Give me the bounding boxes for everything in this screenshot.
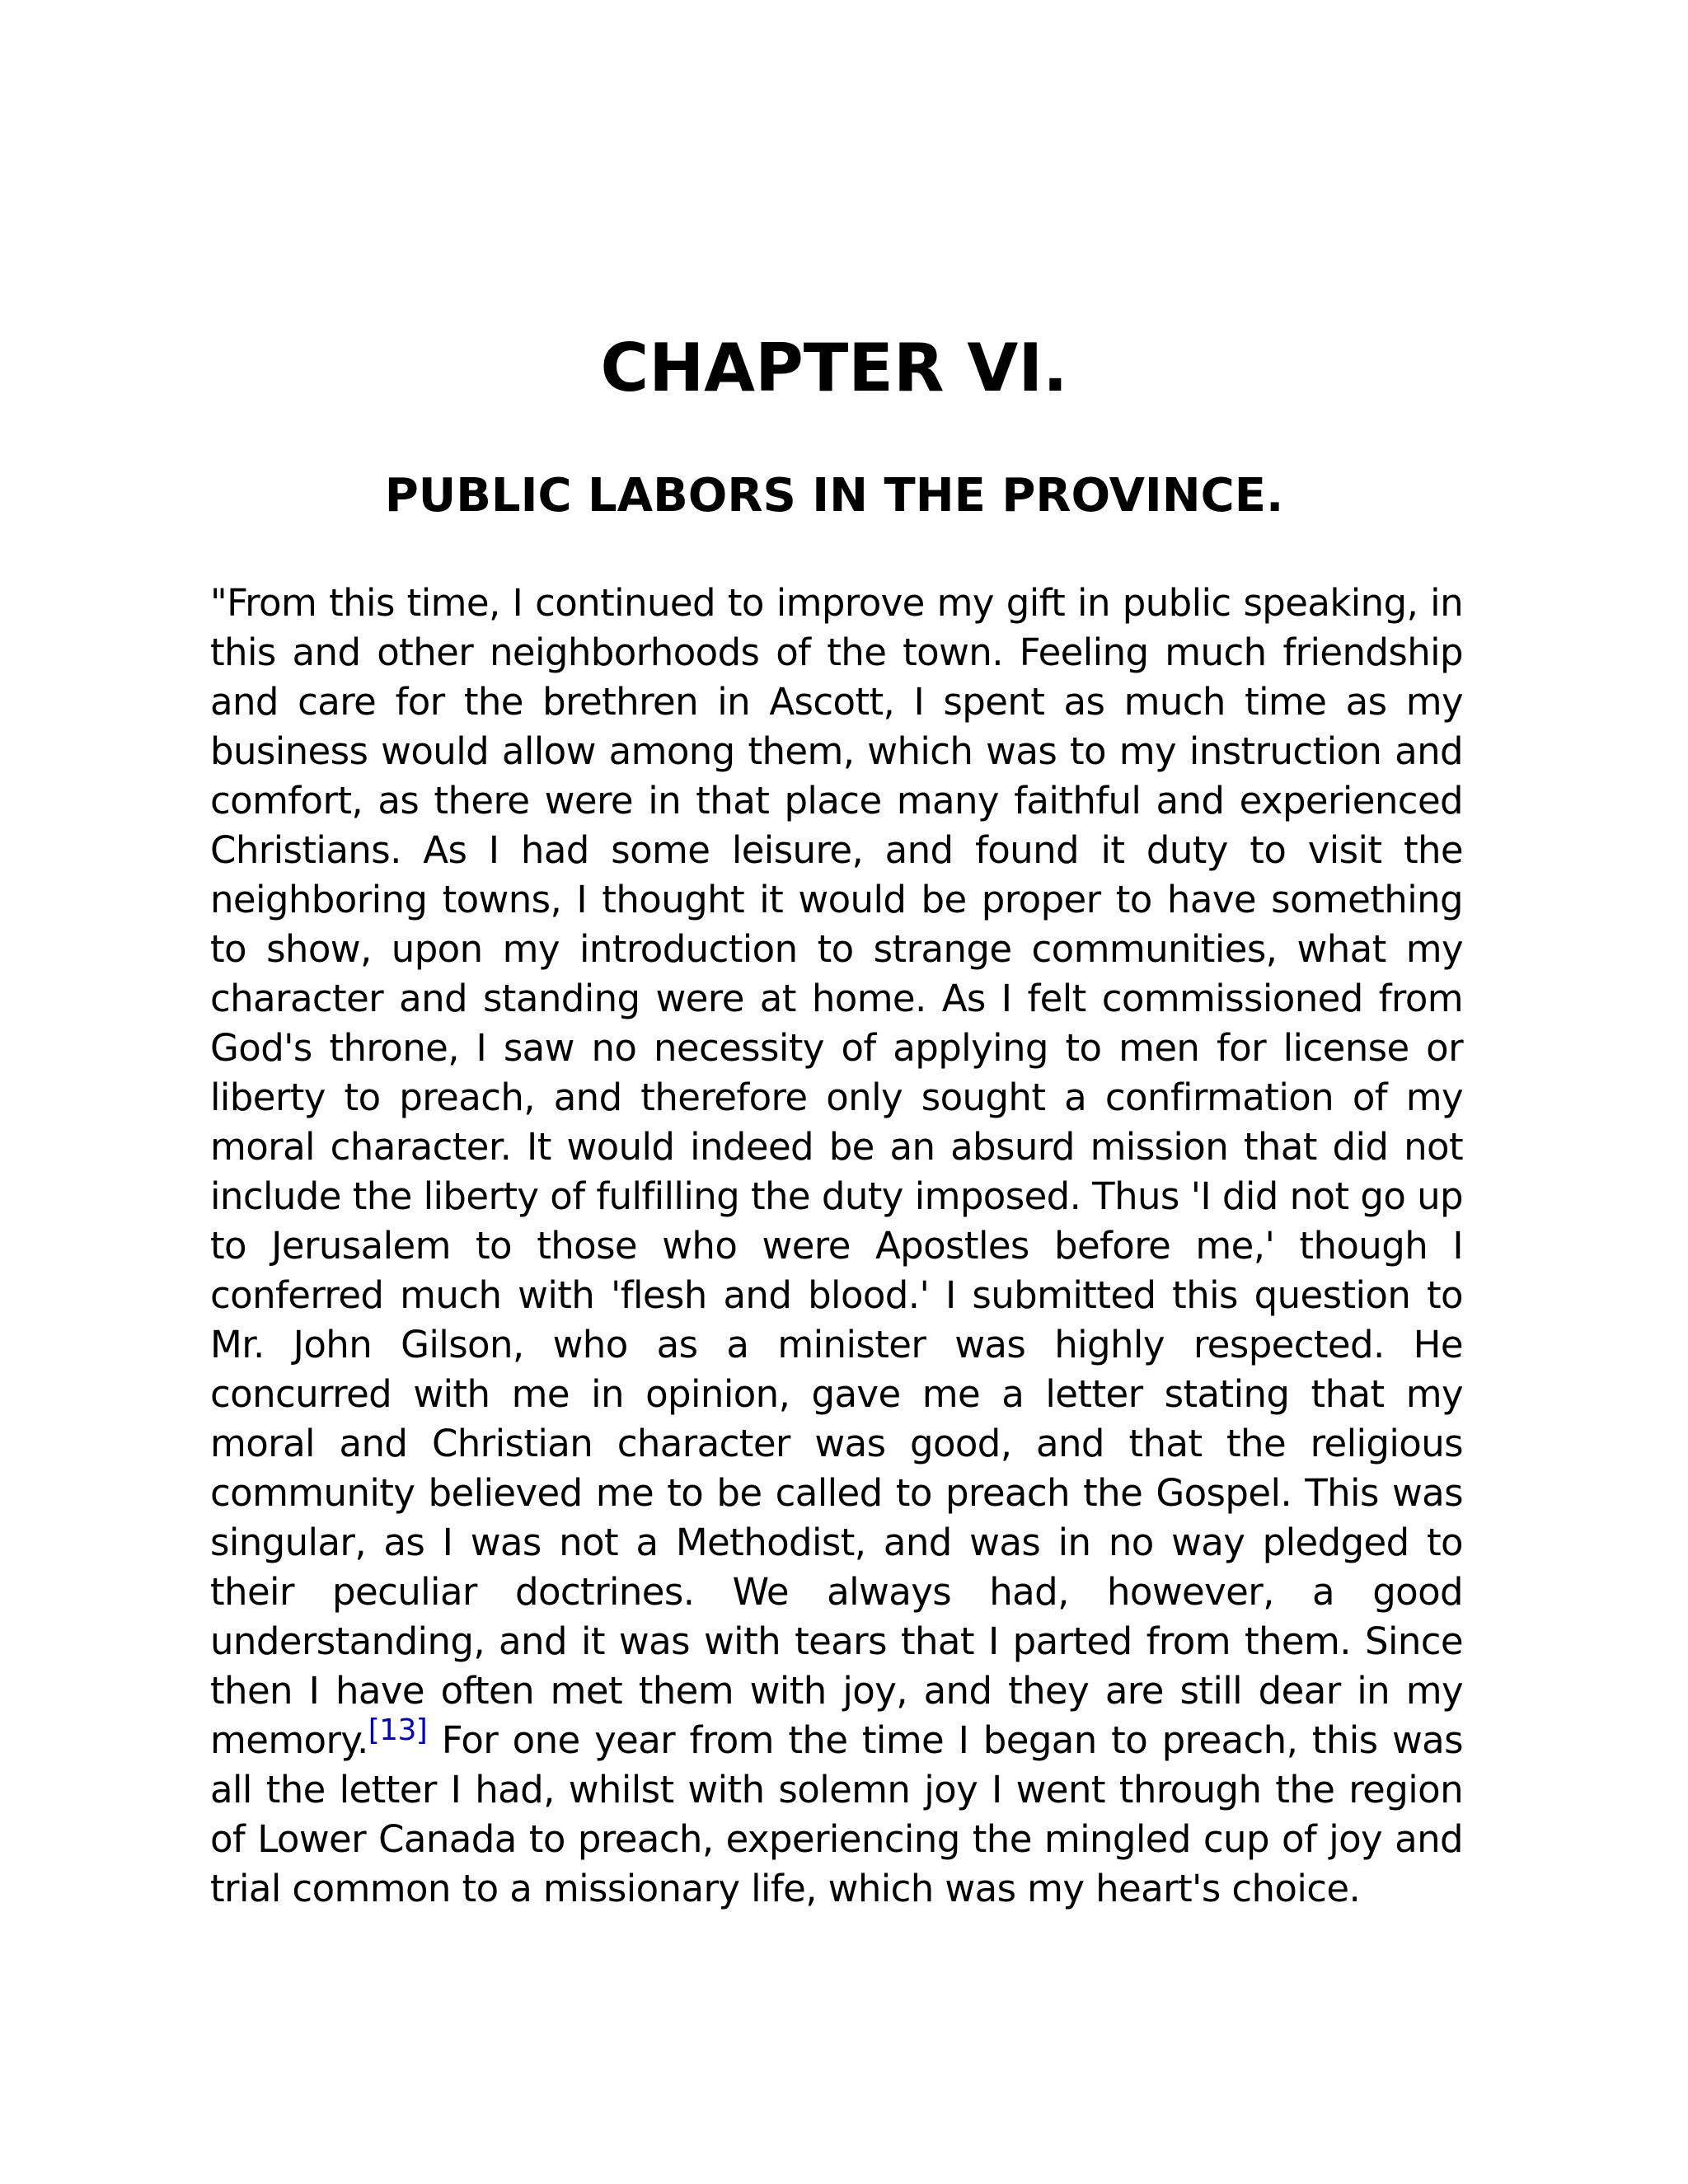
body-paragraph [210,579,1463,1914]
footnote-link[interactable]: [13] [368,1713,428,1747]
chapter-subtitle: PUBLIC LABORS IN THE PROVINCE. [384,469,1284,523]
paragraph-text-after-footnote: For one year from the time I began to preach, this was all the letter I had, whilst with solemn joy I went through the region of Lower Canada to preach, experiencing the mingled cup of joy and trial common to a missionary life, which was my heart's choice. [210,1718,1463,1910]
chapter-title: CHAPTER VI. [600,330,1068,406]
paragraph-text-before-footnote: "From this time, I continued to improve my gift in public speaking, in this and other neighborhoods of the town. Feeling much friendship and care for the brethren in Ascott, I spent as much time as my business would allow among them, which was to my instruction and comfort, as there were in that place many faithful and experienced Christians. As I had some leisure, and found it duty to visit the neighboring towns, I thought it would be proper to have something to show, upon my introduction to strange communities, what my character and standing were at home. As I felt commissioned from God's throne, I saw no necessity of applying to men for license or liberty to preach, and therefore only sought a confirmation of my moral character. It would indeed be an absurd mission that did not include the liberty of fulfilling the duty imposed. Thus 'I did not go up to Jerusalem to those who were Apostles before me,' though I conferred much with 'flesh and blood.' I submitted this question to Mr. John Gilson, who as a minister was highly respected. He concurred with me in opinion, gave me a letter stating that my moral and Christian character was good, and that the religious community believed me to be called to preach the Gospel. This was singular, as I was not a Methodist, and was in no way pledged to their peculiar doctrines. We always had, however, a good understanding, and it was with tears that I parted from them. Since then I have often met them with joy, and they are still dear in my memory. [210,581,1463,1762]
